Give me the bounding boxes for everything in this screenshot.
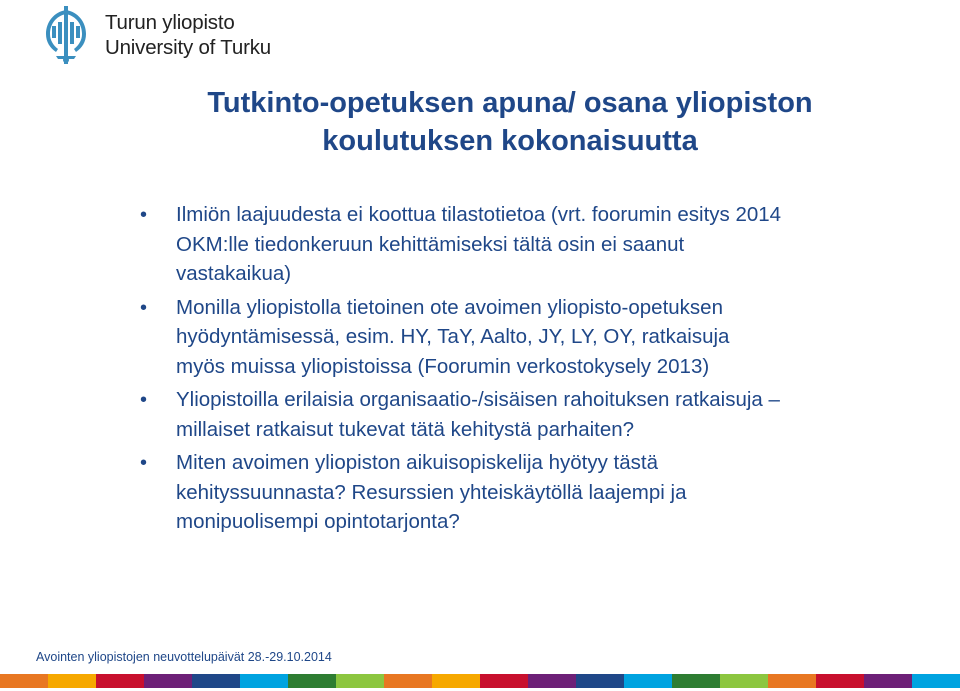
color-bar-segment xyxy=(144,674,192,688)
bullet-line: kehityssuunnasta? Resurssien yhteiskäytöllä laajempi ja xyxy=(176,480,687,504)
university-logo xyxy=(36,4,306,66)
color-bar-segment xyxy=(576,674,624,688)
bullet-marker: • xyxy=(140,389,148,411)
bullet-item-3 xyxy=(140,385,900,444)
bullet-line: Yliopistoilla erilaisia organisaatio-/sisäisen rahoituksen ratkaisuja – xyxy=(176,388,780,411)
bullet-line: myös muissa yliopistoissa (Foorumin verkostokysely 2013) xyxy=(176,354,710,378)
color-bar-segment xyxy=(720,674,768,688)
color-bar-segment xyxy=(192,674,240,688)
color-bar-segment xyxy=(672,674,720,688)
logo-text-finnish: Turun yliopisto xyxy=(105,11,235,34)
bullet-line: Ilmiön laajuudesta ei koottua tilastotietoa (vrt. foorumin esitys 2014 xyxy=(176,203,782,226)
color-bar-segment xyxy=(0,674,48,688)
footer-color-bar xyxy=(0,674,960,688)
slide-title-line-2: koulutuksen kokonaisuutta xyxy=(322,125,698,157)
color-bar-segment xyxy=(528,674,576,688)
bullet-line: Miten avoimen yliopiston aikuisopiskelija hyötyy tästä xyxy=(176,451,658,474)
logo-text-english: University of Turku xyxy=(105,36,271,59)
color-bar-segment xyxy=(288,674,336,688)
slide-title xyxy=(140,84,880,160)
color-bar-segment xyxy=(384,674,432,688)
bullet-item-4 xyxy=(140,448,900,537)
bullet-item-1 xyxy=(140,200,900,289)
bullet-marker: • xyxy=(140,452,148,474)
bullet-line: hyödyntämisessä, esim. HY, TaY, Aalto, JY, LY, OY, ratkaisuja xyxy=(176,325,730,348)
color-bar-segment xyxy=(816,674,864,688)
color-bar-segment xyxy=(480,674,528,688)
bullet-line: Monilla yliopistolla tietoinen ote avoimen yliopisto-opetuksen xyxy=(176,295,723,319)
bullet-line: monipuolisempi opintotarjonta? xyxy=(176,510,460,533)
bullet-marker: • xyxy=(140,204,148,226)
bullet-line: millaiset ratkaisut tukevat tätä kehitystä parhaiten? xyxy=(176,417,635,441)
bullet-line: vastakaikua) xyxy=(176,262,292,285)
color-bar-segment xyxy=(624,674,672,688)
color-bar-segment xyxy=(912,674,960,688)
color-bar-segment xyxy=(48,674,96,688)
bullet-line: OKM:lle tiedonkeruun kehittämiseksi tältä osin ei saanut xyxy=(176,232,685,256)
university-crest-icon xyxy=(36,4,96,66)
bullet-marker: • xyxy=(140,296,148,319)
color-bar-segment xyxy=(336,674,384,688)
color-bar-segment xyxy=(864,674,912,688)
bullet-list xyxy=(140,200,900,541)
color-bar-segment xyxy=(432,674,480,688)
slide-title-line-1: Tutkinto-opetuksen apuna/ osana yliopiston xyxy=(207,87,813,119)
color-bar-segment xyxy=(96,674,144,688)
color-bar-segment xyxy=(240,674,288,688)
color-bar-segment xyxy=(768,674,816,688)
footer-text: Avointen yliopistojen neuvottelupäivät 28.-29.10.2014 xyxy=(36,650,332,664)
bullet-item-2 xyxy=(140,293,900,382)
